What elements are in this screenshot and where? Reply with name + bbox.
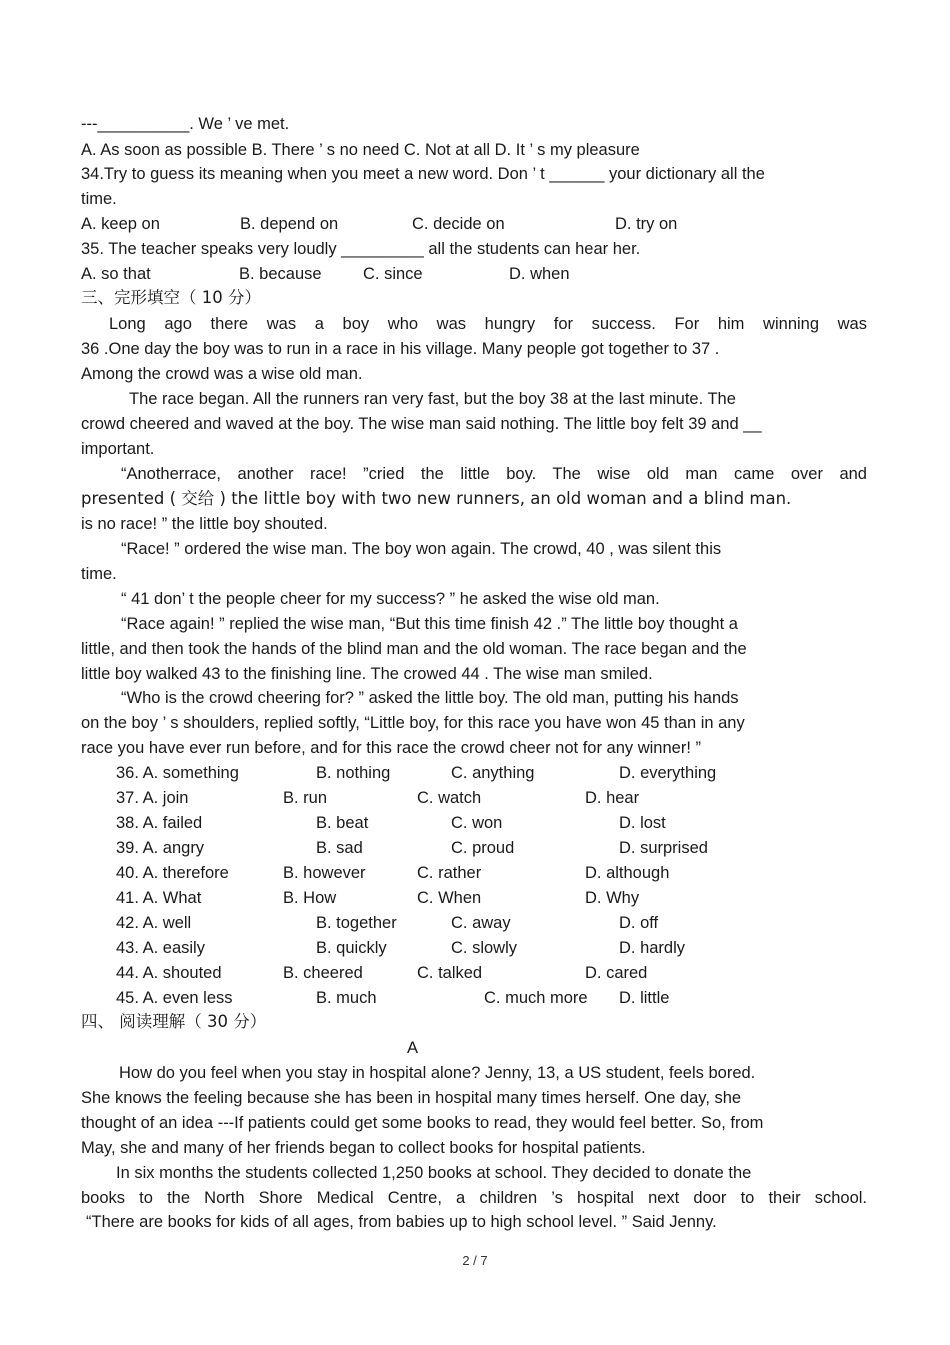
cloze-option: B. nothing [316,764,391,782]
cloze-option: C. When [417,889,482,907]
reading-line: How do you feel when you stay in hospital alone? Jenny, 13, a US student, feels bored. [119,1064,756,1082]
cloze-line: race you have ever run before, and for this race the crowd cheer not for any winner! ” [81,739,701,757]
cloze-option: D. cared [585,964,648,982]
cloze-option: B. however [283,864,366,882]
cloze-option: D. little [619,989,670,1007]
q33-options: A. As soon as possible B. There ’ s no need C. Not at all D. It ’ s my pleasure [81,141,640,159]
cloze-option: B. much [316,989,377,1007]
q35-option-b: B. because [239,265,322,283]
cloze-option: C. slowly [451,939,518,957]
q35-option-a: A. so that [81,265,151,283]
cloze-option: 43. A. easily [116,939,205,957]
q33-stem: ---__________. We ’ ve met. [81,115,290,133]
cloze-line: “Race again! ” replied the wise man, “But this time finish 42 .” The little boy thought a [121,615,738,633]
cloze-option: C. away [451,914,511,932]
reading-line: “There are books for kids of all ages, from babies up to high school level. ” Said Jenny. [86,1213,717,1231]
reading-line: She knows the feeling because she has been in hospital many times herself. One day, she [81,1089,742,1107]
cloze-line: The race began. All the runners ran very fast, but the boy 38 at the last minute. The [129,390,736,408]
q34-stem: 34.Try to guess its meaning when you meet a new word. Don ’ t ______ your dictionary all the [81,165,765,183]
cloze-line: on the boy ’ s shoulders, replied softly, “Little boy, for this race you have won 45 than in any [81,714,745,732]
cloze-option: D. surprised [619,839,708,857]
cloze-line: Among the crowd was a wise old man. [81,365,363,383]
reading-line: In six months the students collected 1,250 books at school. They decided to donate the [116,1164,752,1182]
q35-option-c: C. since [363,265,423,283]
q35-stem: 35. The teacher speaks very loudly _________ all the students can hear her. [81,240,641,258]
cloze-option: B. How [283,889,337,907]
cloze-option: D. hear [585,789,640,807]
cloze-line: Long ago there was a boy who was hungry for success. For him winning was [109,315,867,333]
cloze-option: 42. A. well [116,914,192,932]
cloze-heading: 三、完形填空（ 10 分） [81,288,261,307]
cloze-option: C. much more [484,989,588,1007]
reading-line: thought of an idea ---If patients could get some books to read, they would feel better. So, from [81,1114,764,1132]
cloze-line: crowd cheered and waved at the boy. The wise man said nothing. The little boy felt 39 and __ [81,415,762,433]
cloze-line: “Anotherrace, another race! ”cried the little boy. The wise old man came over and [121,465,867,483]
cloze-option: B. together [316,914,397,932]
cloze-option: 45. A. even less [116,989,233,1007]
cloze-option: D. lost [619,814,666,832]
q34-option-b: B. depend on [240,215,339,233]
cloze-option: D. everything [619,764,717,782]
cloze-option: D. Why [585,889,640,907]
reading-line: May, she and many of her friends began to collect books for hospital patients. [81,1139,646,1157]
cloze-line: important. [81,440,155,458]
cloze-option: C. anything [451,764,535,782]
cloze-option: 40. A. therefore [116,864,229,882]
cloze-line: little boy walked 43 to the finishing line. The crowed 44 . The wise man smiled. [81,665,653,683]
cloze-option: D. off [619,914,659,932]
reading-heading: 四、 阅读理解（ 30 分） [81,1012,267,1031]
q34-option-a: A. keep on [81,215,160,233]
cloze-option: 44. A. shouted [116,964,222,982]
cloze-line: “ 41 don’ t the people cheer for my success? ” he asked the wise old man. [121,590,660,608]
cloze-option: B. quickly [316,939,387,957]
cloze-option: B. cheered [283,964,363,982]
cloze-option: B. beat [316,814,369,832]
q34-option-c: C. decide on [412,215,505,233]
cloze-option: C. won [451,814,503,832]
cloze-option: B. sad [316,839,363,857]
cloze-option: 37. A. join [116,789,189,807]
cloze-option: C. talked [417,964,483,982]
q35-option-d: D. when [509,265,570,283]
cloze-line: little, and then took the hands of the blind man and the old woman. The race began and the [81,640,747,658]
cloze-option: B. run [283,789,328,807]
cloze-line: “Who is the crowd cheering for? ” asked the little boy. The old man, putting his hands [121,689,739,707]
cloze-option: C. watch [417,789,482,807]
cloze-line: time. [81,565,117,583]
cloze-option: D. although [585,864,670,882]
reading-line: books to the North Shore Medical Centre, a children ’s hospital next door to their school. [81,1189,867,1207]
cloze-line: is no race! ” the little boy shouted. [81,515,328,533]
q34-stem-cont: time. [81,190,117,208]
cloze-option: C. proud [451,839,515,857]
cloze-option: C. rather [417,864,482,882]
cloze-line: 36 .One day the boy was to run in a race in his village. Many people got together to 37 . [81,340,720,358]
page-number: 2 / 7 [462,1253,488,1268]
cloze-option: 36. A. something [116,764,239,782]
cloze-option: D. hardly [619,939,686,957]
cloze-option: 41. A. What [116,889,202,907]
cloze-option: 38. A. failed [116,814,203,832]
cloze-option: 39. A. angry [116,839,205,857]
q34-option-d: D. try on [615,215,678,233]
cloze-line: presented ( 交给 ) the little boy with two new runners, an old woman and a blind man. [81,489,792,508]
cloze-line: “Race! ” ordered the wise man. The boy won again. The crowd, 40 , was silent this [121,540,722,558]
passage-label: A [407,1039,419,1057]
